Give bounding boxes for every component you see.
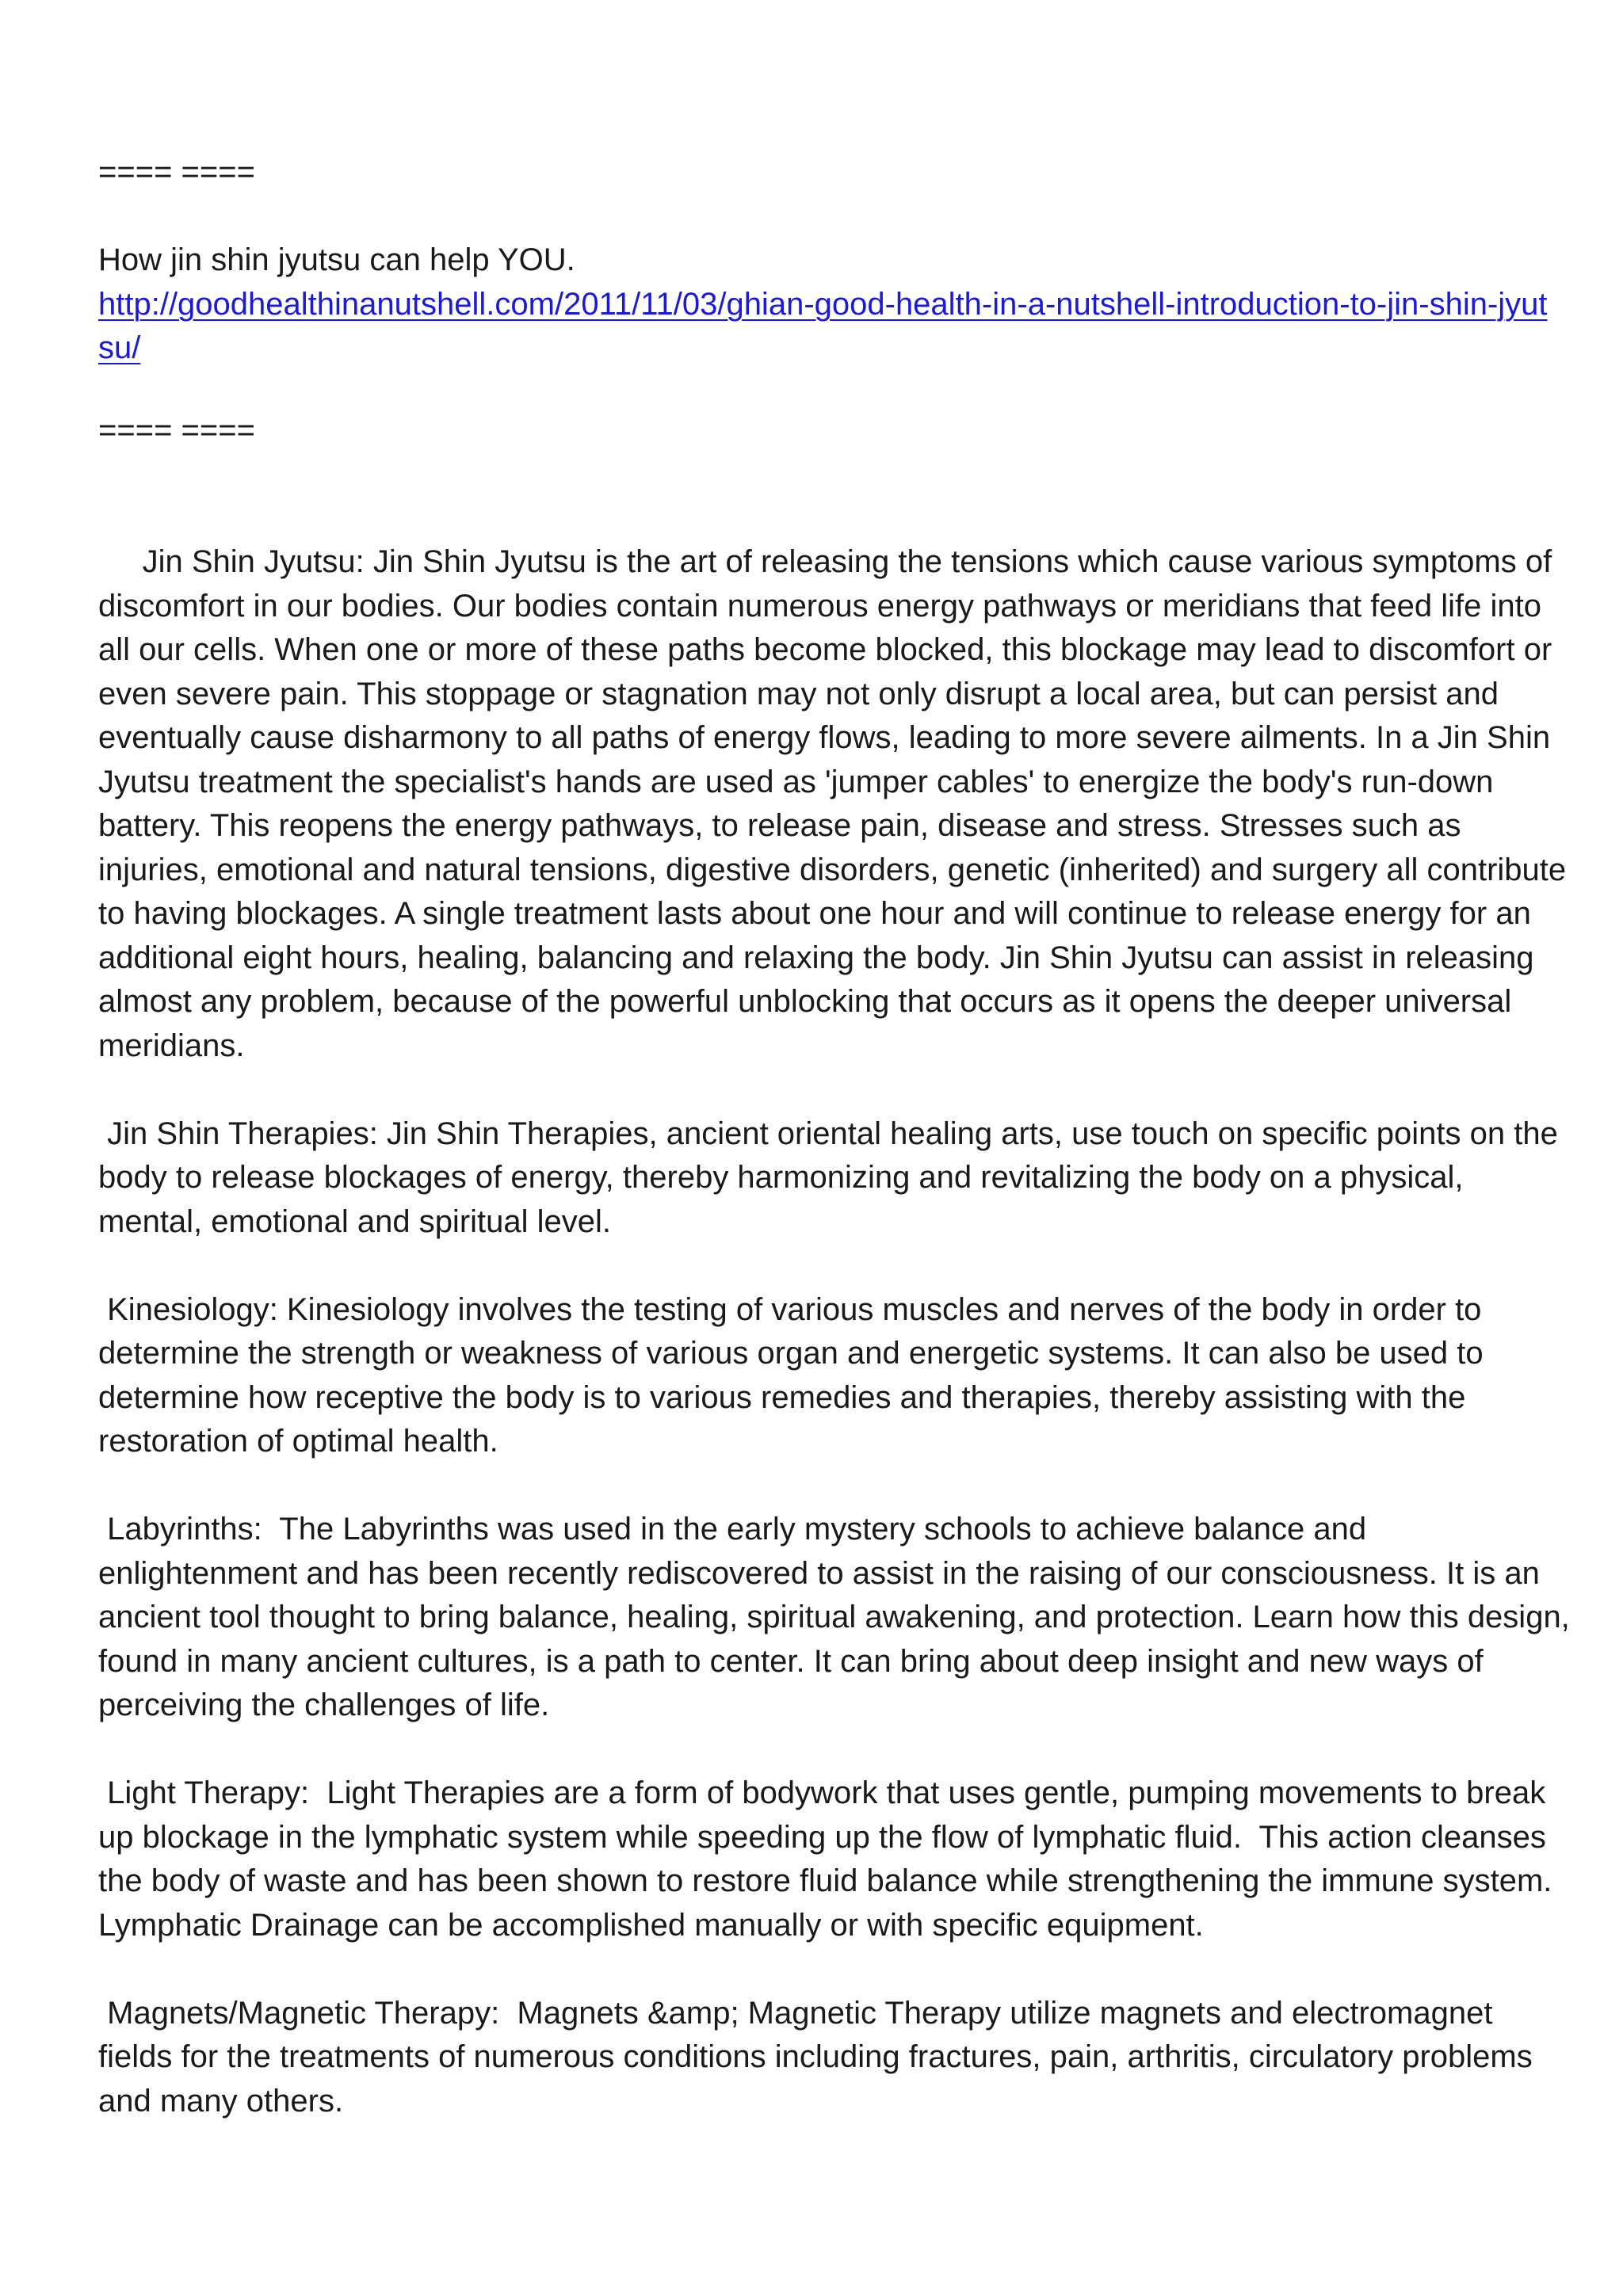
document-content bbox=[98, 151, 1579, 2123]
paragraph-magnetic-therapy: Magnets/Magnetic Therapy: Magnets &amp; Magnetic Therapy utilize magnets and electromagnet fields for the treatments of numerous conditions including fractures, pain, arthritis, circulatory problems and many others. bbox=[98, 1995, 1541, 2119]
spacer bbox=[98, 1728, 1572, 1772]
spacer bbox=[98, 1068, 1572, 1112]
paragraph-labyrinths: Labyrinths: The Labyrinths was used in the early mystery schools to achieve balance and enlightenment and has been recently rediscovered to assist in the raising of our consciousness. It is an ancient tool thought to bring balance, healing, spiritual awakening, and protection. Learn how this design, found in many ancient cultures, is a path to center. It can bring about deep insight and new ways of perceiving the challenges of life. bbox=[98, 1512, 1579, 1722]
spacer bbox=[98, 371, 1572, 409]
spacer bbox=[98, 452, 1572, 540]
paragraph-kinesiology: Kinesiology: Kinesiology involves the testing of various muscles and nerves of the body in order to determine the strength or weakness of various organ and energetic systems. It can also be used to determine how receptive the body is to various remedies and therapies, thereby assisting with the restoration of optimal health. bbox=[98, 1291, 1492, 1459]
separator-top: ==== ==== bbox=[98, 154, 255, 189]
article-link[interactable]: http://goodhealthinanutshell.com/2011/11/03/ghian-good-health-in-a-nutshell-introduction-to-jin-shin-jyutsu/ bbox=[98, 286, 1548, 365]
spacer bbox=[98, 1244, 1572, 1288]
paragraph-jin-shin-jyutsu: Jin Shin Jyutsu: Jin Shin Jyutsu is the art of releasing the tensions which cause various symptoms of discomfort in our bodies. Our bodies contain numerous energy pathways or meridians that feed life into all our cells. When one or more of these paths become blocked, this blockage may lead to discomfort or even severe pain. This stoppage or stagnation may not only disrupt a local area, but can persist and eventually cause disharmony to all paths of energy flows, leading to more severe ailments. In a Jin Shin Jyutsu treatment the specialist's hands are used as 'jumper cables' to energize the body's run-down battery. This reopens the energy pathways, to release pain, disease and stress. Stresses such as injuries, emotional and natural tensions, digestive disorders, genetic (inherited) and surgery all contribute to having blockages. A single treatment lasts about one hour and will continue to release energy for an additional eight hours, healing, balancing and relaxing the body. Jin Shin Jyutsu can assist in releasing almost any problem, because of the powerful unblocking that occurs as it opens the deeper universal meridians. bbox=[98, 544, 1575, 1063]
intro-text: How jin shin jyutsu can help YOU. bbox=[98, 242, 575, 277]
intro-link-line bbox=[98, 283, 1572, 371]
paragraph-jin-shin-therapies: Jin Shin Therapies: Jin Shin Therapies, ancient oriental healing arts, use touch on specific points on the body to release blockages of energy, thereby harmonizing and revitalizing the body on a physical, mental, emotional and spiritual level. bbox=[98, 1116, 1567, 1239]
paragraph-light-therapy: Light Therapy: Light Therapies are a form of bodywork that uses gentle, pumping movements to break up blockage in the lymphatic system while speeding up the flow of lymphatic fluid. This action cleanses the body of waste and has been shown to restore fluid balance while strengthening the immune system. Lymphatic Drainage can be accomplished manually or with specific equipment. bbox=[98, 1775, 1561, 1943]
spacer bbox=[98, 195, 1572, 239]
spacer bbox=[98, 1947, 1572, 1992]
separator-bottom: ==== ==== bbox=[98, 412, 255, 448]
spacer bbox=[98, 1464, 1572, 1508]
